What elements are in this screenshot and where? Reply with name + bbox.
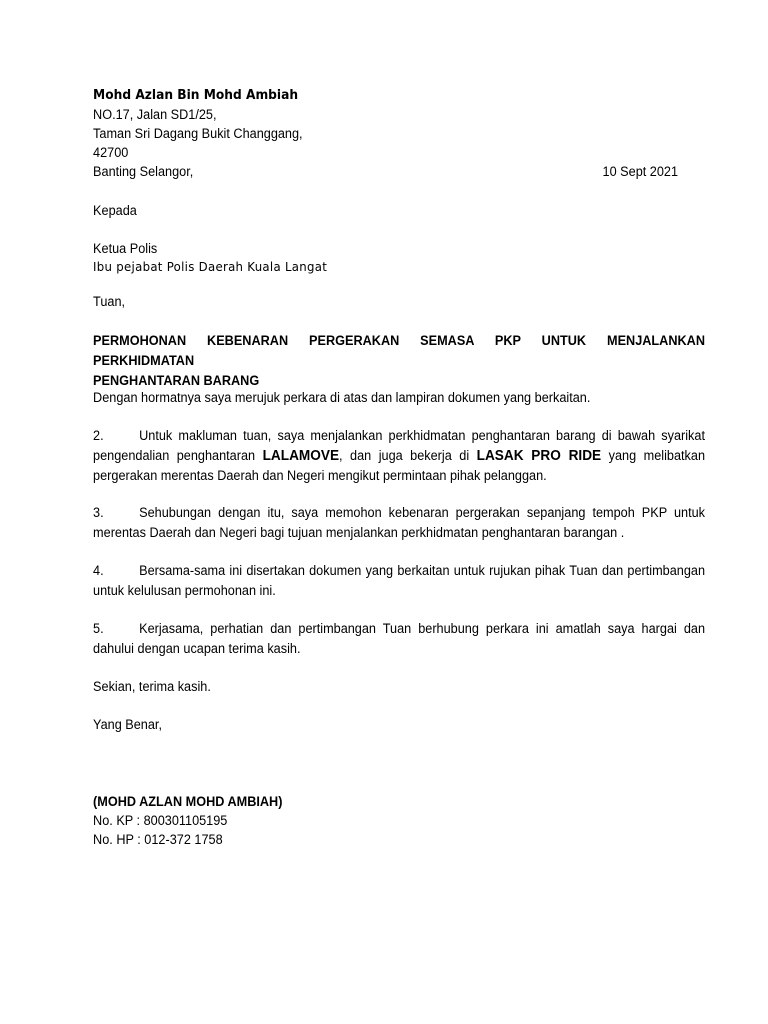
- recipient-kepada: Kepada: [93, 203, 137, 218]
- paragraph-3-line1: 3. Sehubungan dengan itu, saya memohon kebenaran pergerakan sepanjang tempoh PKP untuk: [93, 503, 705, 523]
- subject-line2: PENGHANTARAN BARANG: [93, 373, 260, 388]
- sender-city: Banting Selangor,: [93, 164, 194, 179]
- paragraph-3-line2: merentas Daerah dan Negeri bagi tujuan menjalankan perkhidmatan penghantaran barangan .: [93, 524, 625, 540]
- paragraph-number: 3.: [93, 505, 104, 520]
- paragraph-2-line1: 2. Untuk makluman tuan, saya menjalankan perkhidmatan penghantaran barang di bawah syarikat: [93, 426, 705, 446]
- sender-address-line1: NO.17, Jalan SD1/25,: [93, 107, 217, 122]
- paragraph-2-line2: pengendalian penghantaran LALAMOVE, dan juga bekerja di LASAK PRO RIDE yang melibatkan: [93, 447, 705, 464]
- sender-name: Mohd Azlan Bin Mohd Ambiah: [93, 88, 299, 103]
- paragraph-5-line2: dahului dengan ucapan terima kasih.: [93, 640, 301, 656]
- paragraph-5-line1: 5. Kerjasama, perhatian dan pertimbangan Tuan berhubung perkara ini amatlah saya hargai dan: [93, 619, 705, 639]
- paragraph-4-line1: 4. Bersama-sama ini disertakan dokumen yang berkaitan untuk rujukan pihak Tuan dan pertimbangan: [93, 561, 705, 581]
- paragraph-2-line3: pergerakan merentas Daerah dan Negeri mengikut permintaan pihak pelanggan.: [93, 468, 547, 483]
- signature-name: (MOHD AZLAN MOHD AMBIAH): [93, 794, 283, 809]
- paragraph-number: 5.: [93, 621, 104, 636]
- recipient-office: Ibu pejabat Polis Daerah Kuala Langat: [93, 259, 328, 274]
- company-lasak-pro-ride: LASAK PRO RIDE: [476, 447, 602, 464]
- sender-postcode: 42700: [93, 145, 129, 160]
- letter-subject: [93, 331, 705, 391]
- paragraph-3: [93, 503, 705, 542]
- subject-line1: PERMOHONAN KEBENARAN PERGERAKAN SEMASA PKP UNTUK MENJALANKAN PERKHIDMATAN: [93, 333, 705, 368]
- paragraph-2: [93, 426, 705, 486]
- signature-kp: No. KP : 800301105195: [93, 813, 228, 828]
- sign-off: Yang Benar,: [93, 717, 162, 732]
- paragraph-number: 4.: [93, 563, 104, 578]
- opening-paragraph: Dengan hormatnya saya merujuk perkara di atas dan lampiran dokumen yang berkaitan.: [93, 390, 591, 405]
- greeting: Tuan,: [93, 294, 126, 309]
- letter-date: 10 Sept 2021: [602, 164, 679, 179]
- paragraph-number: 2.: [93, 428, 104, 443]
- paragraph-4-line2: untuk kelulusan permohonan ini.: [93, 582, 276, 598]
- paragraph-4: [93, 561, 705, 600]
- sender-address-line2: Taman Sri Dagang Bukit Changgang,: [93, 126, 303, 141]
- paragraph-5: [93, 619, 705, 658]
- company-lalamove: LALAMOVE: [262, 447, 340, 464]
- closing: Sekian, terima kasih.: [93, 679, 211, 694]
- signature-hp: No. HP : 012-372 1758: [93, 832, 223, 847]
- recipient-title: Ketua Polis: [93, 241, 158, 256]
